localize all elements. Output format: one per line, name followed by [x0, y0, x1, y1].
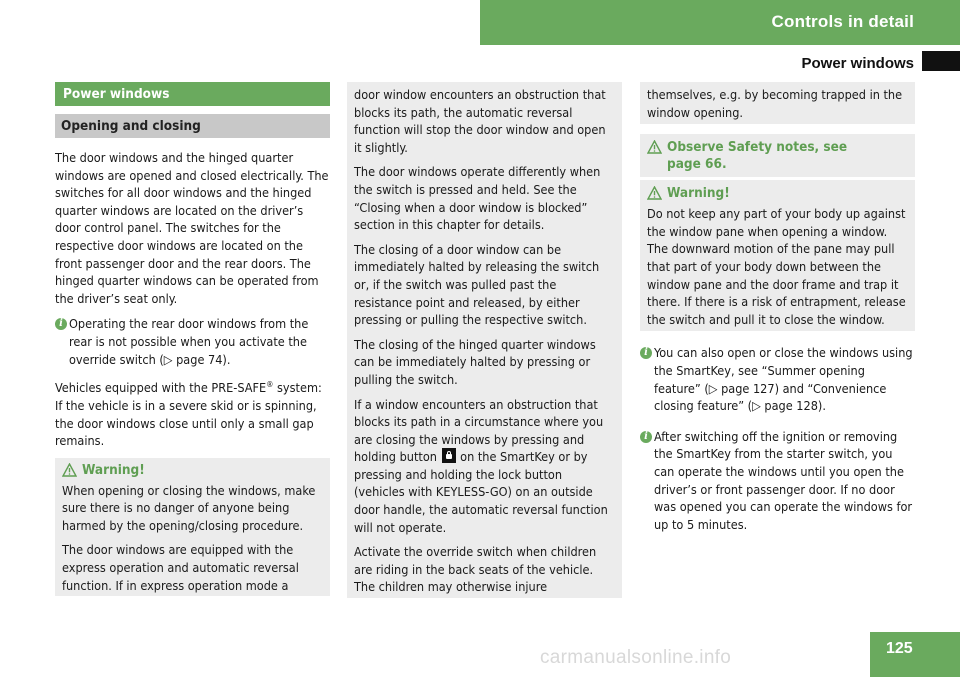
warning-heading — [62, 462, 323, 479]
warning-triangle-icon — [62, 463, 77, 477]
warning-cont-3: The closing of a door window can be immediately halted by releasing the switch or, if the switch was pulled past the resistance point and released, by either pressing or pulling the respective switch. — [354, 241, 600, 328]
page-number: 125 — [886, 640, 913, 657]
column-2 — [347, 82, 622, 598]
registered-mark: ® — [266, 380, 274, 390]
header-marker — [922, 51, 960, 71]
warning-triangle-icon — [647, 140, 662, 154]
chapter-title: Controls in detail — [771, 12, 914, 31]
info-note-smartkey-text: You can also open or close the windows using the SmartKey, see “Summer opening feature” (▷ page 127) and “Convenience closing feature” (▷ page 128). — [654, 345, 913, 414]
presafe-paragraph — [55, 376, 330, 450]
warning-title: Warning! — [82, 461, 145, 478]
warning-heading-2 — [647, 185, 908, 202]
warning-text-3: Do not keep any part of your body up against the window pane when opening a window. The downward motion of the pane may pull that part of your body down between the window pane and the door frame and trap it there. If there is a risk of entrapment, release the switch and pull it to close the window. — [647, 206, 906, 327]
info-icon: i — [640, 431, 652, 443]
warning-cont-4: The closing of the hinged quarter windows can be immediately halted by pressing or pulling the switch. — [354, 336, 596, 387]
warning-box — [55, 458, 330, 597]
column-3 — [640, 82, 915, 541]
safety-notes-box — [640, 134, 915, 177]
warning-box-continued — [347, 82, 622, 598]
subsection-heading: Opening and closing — [55, 114, 330, 138]
warning-cont-2: The door windows operate differently when the switch is pressed and held. See the “Closing when a door window is blocked” section in this chapter for details. — [354, 164, 601, 233]
info-note-ignition-text: After switching off the ignition or removing the SmartKey from the starter switch, you can operate the windows until you open the driver’s or front passenger door. If no door was opened you can operate the windows for up to 5 minutes. — [654, 428, 913, 532]
presafe-text: Vehicles equipped with the PRE-SAFE — [55, 380, 267, 396]
page-number-tab — [870, 632, 960, 677]
warning-end-text: themselves, e.g. by becoming trapped in the window opening. — [647, 87, 903, 120]
info-note-text: Operating the rear door windows from the rear is not possible when you activate the override switch (▷ page 74). — [69, 316, 309, 367]
section-subtitle: Power windows — [801, 55, 914, 72]
warning-cont-5 — [354, 396, 615, 537]
safety-notes-title: Observe Safety notes, see page 66. — [667, 139, 848, 173]
lock-button-icon — [442, 448, 456, 463]
presafe-text-rest: system: If the vehicle is in a severe skid or is spinning, the door windows close until only a small gap remains. — [55, 380, 322, 449]
warning-box-end — [640, 82, 915, 124]
warning-title-2: Warning! — [667, 185, 730, 202]
warning-triangle-icon — [647, 186, 662, 200]
warning-cont-1: door window encounters an obstruction that blocks its path, the automatic reversal function will stop the door window and open it slightly. — [354, 87, 606, 155]
intro-paragraph: The door windows and the hinged quarter windows are opened and closed electrically. The switches for all door windows and the hinged quarter windows are located on the driver’s door control panel. The switches for the respective door windows are located on the front passenger door and the rear doors. The hinged quarter windows can be operated from the driver’s seat only. — [55, 150, 329, 306]
warning-text-1: When opening or closing the windows, make sure there is no danger of anyone being harmed by the opening/closing procedure. — [62, 482, 316, 533]
info-note-ignition — [640, 428, 915, 534]
warning-cont-5a: If a window encounters an obstruction that blocks its path in a circumstance where you are closing the windows by pressing and holding button — [354, 396, 604, 465]
warning-text-2: The door windows are equipped with the express operation and automatic reversal function. If in express operation mode a — [62, 542, 299, 593]
watermark: carmanualsonline.info — [540, 647, 732, 668]
info-icon: i — [640, 347, 652, 359]
info-note — [55, 315, 330, 368]
warning-cont-6: Activate the override switch when children are riding in the back seats of the vehicle. The children may otherwise injure — [354, 544, 597, 595]
safety-notes-heading — [647, 139, 908, 173]
section-heading: Power windows — [55, 82, 330, 106]
warning-cont-5b: on the SmartKey or by pressing and holding the lock button (vehicles with KEYLESS-GO) on an outside door handle, the automatic reversal function will not operate. — [354, 449, 608, 535]
info-note-smartkey — [640, 344, 915, 414]
column-1 — [55, 82, 330, 596]
warning-box-2 — [640, 180, 915, 331]
info-icon: i — [55, 318, 67, 330]
